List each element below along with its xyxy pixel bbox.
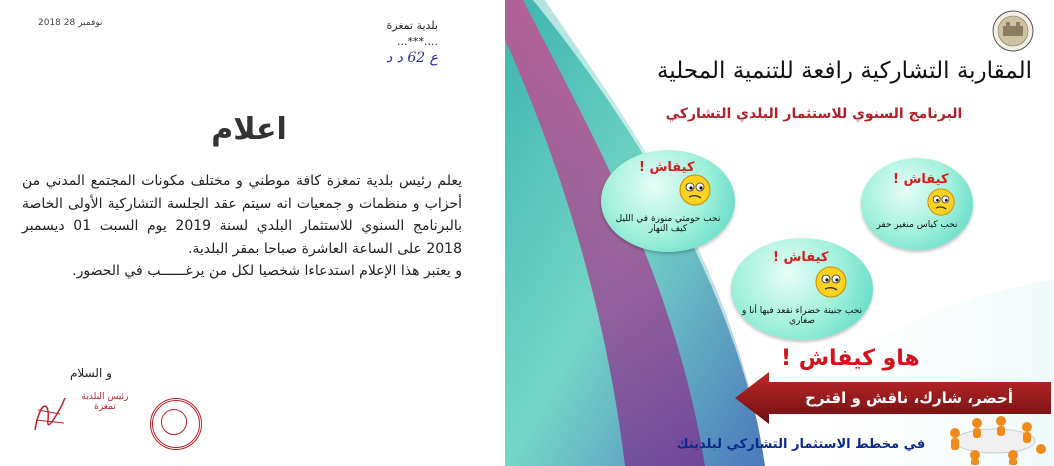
letter-body (22, 170, 462, 283)
speech-bubble-lighting (601, 150, 735, 252)
municipality-name: بلدية تمغزة (386, 19, 438, 32)
participation-poster (505, 0, 1054, 466)
municipality-logo-icon (992, 10, 1034, 52)
official-letter (0, 0, 498, 466)
signature-line: رئيس البلدية (81, 392, 129, 402)
letter-header (386, 18, 438, 66)
letter-closing: و السلام (70, 366, 112, 380)
speech-bubble-garden (731, 238, 873, 340)
signature-line: تمغزة (94, 402, 116, 412)
thinking-face-icon (679, 174, 711, 206)
reference-number: ع 62 د د (385, 50, 438, 66)
poster-subtitle: البرنامج السنوي للاستثمار البلدي التشاركي (665, 106, 963, 122)
meeting-people-icon (935, 405, 1053, 465)
bubble-keyword: كيفاش ! (773, 250, 829, 265)
poster-footer-text: في مخطط الاستثمار التشاركي لبلديتك (676, 437, 926, 452)
thinking-face-icon (815, 266, 847, 298)
bubble-text: نحب جنينة خضراء نقعد فيها أنا و صغاري (741, 306, 863, 326)
bubble-keyword: كيفاش ! (893, 172, 949, 187)
big-keyword: هاو كيفاش ! (781, 346, 920, 371)
letter-paragraph: و يعتبر هذا الإعلام استدعاءا شخصيا لكل من يرغــــــب في الحضور. (72, 263, 462, 280)
signature-block (60, 392, 150, 412)
thinking-face-icon (927, 188, 955, 216)
letter-title: اعلام (211, 112, 287, 147)
speech-bubble-roads (861, 158, 973, 250)
poster-title: المقاربة التشاركية رافعة للتنمية المحلية (656, 58, 1032, 84)
bubble-keyword: كيفاش ! (639, 160, 695, 175)
bubble-text: نحب حومتي منورة في الليل كيف النهار (615, 214, 721, 234)
letter-paragraph: يعلم رئيس بلدية تمغزة كافة موطني و مختلف مكونات المجتمع المدني من أحزاب و منظمات و جمعيات انه سيتم عقد الجلسة التشاركية الأولى الخاصة بالبرنامج السنوي للاستثمار البلدي لسنة 2019 يوم السبت 01 ديسمبر 2018 على الساعة العاشرة صباحا بمقر البلدية. (22, 173, 463, 257)
letter-date: 2018 نوفمبر 28 (38, 18, 103, 28)
arrow-call-to-action: أحضر، شارك، ناقش و اقترح (805, 389, 1013, 407)
bubble-text: نحب كياس منغير حفر (876, 220, 958, 230)
official-stamp-icon (150, 398, 202, 450)
header-dots: ....***... (397, 35, 438, 48)
